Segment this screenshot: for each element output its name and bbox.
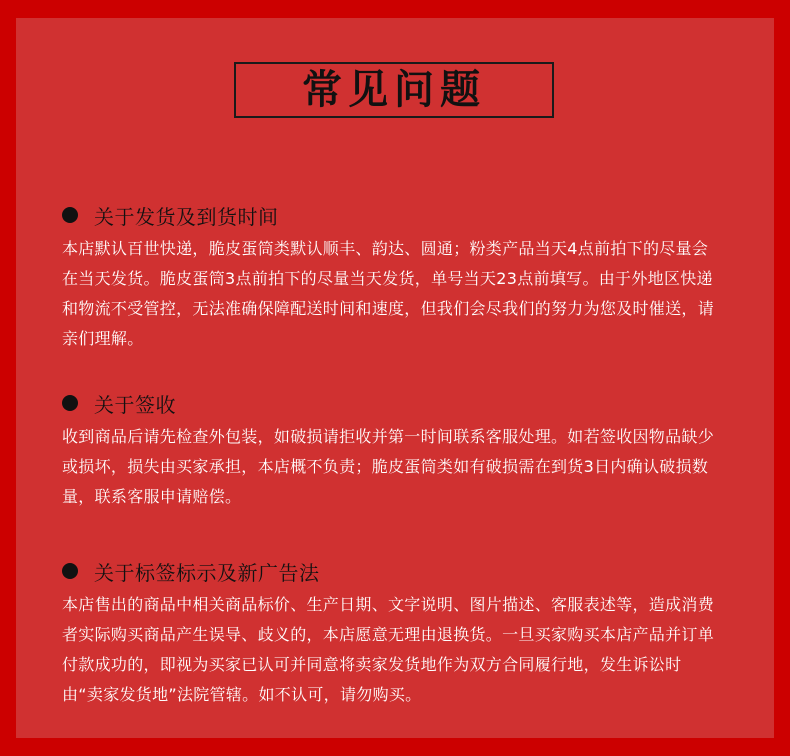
section-heading-text: 关于标签标示及新广告法	[94, 560, 320, 585]
bullet-icon	[62, 563, 78, 579]
faq-section-receipt	[62, 388, 722, 512]
section-heading-text: 关于发货及到货时间	[94, 204, 279, 229]
section-heading	[62, 200, 722, 230]
section-heading-text: 关于签收	[94, 392, 176, 417]
section-heading	[62, 388, 722, 418]
bullet-icon	[62, 207, 78, 223]
bullet-icon	[62, 395, 78, 411]
section-body: 本店售出的商品中相关商品标价、生产日期、文字说明、图片描述、客服表述等，造成消费者实际购买商品产生误导、歧义的，本店愿意无理由退换货。一旦买家购买本店产品并订单付款成功的，即视为买家已认可并同意将卖家发货地作为双方合同履行地，发生诉讼时由“卖家发货地”法院管辖。如不认可，请勿购买。	[62, 595, 715, 704]
faq-section-labels-ad-law	[62, 556, 722, 710]
section-body: 收到商品后请先检查外包装，如破损请拒收并第一时间联系客服处理。如若签收因物品缺少或损坏，损失由买家承担，本店概不负责；脆皮蛋筒类如有破损需在到货3日内确认破损数量，联系客服申请赔偿。	[62, 427, 715, 506]
page-title: 常见问题	[302, 67, 486, 113]
title-box	[234, 62, 554, 118]
section-heading	[62, 556, 722, 586]
section-body: 本店默认百世快递，脆皮蛋筒类默认顺丰、韵达、圆通；粉类产品当天4点前拍下的尽量会在当天发货。脆皮蛋筒3点前拍下的尽量当天发货，单号当天23点前填写。由于外地区快递和物流不受管控，无法准确保障配送时间和速度，但我们会尽我们的努力为您及时催送，请亲们理解。	[62, 239, 715, 348]
faq-section-shipping	[62, 200, 722, 354]
